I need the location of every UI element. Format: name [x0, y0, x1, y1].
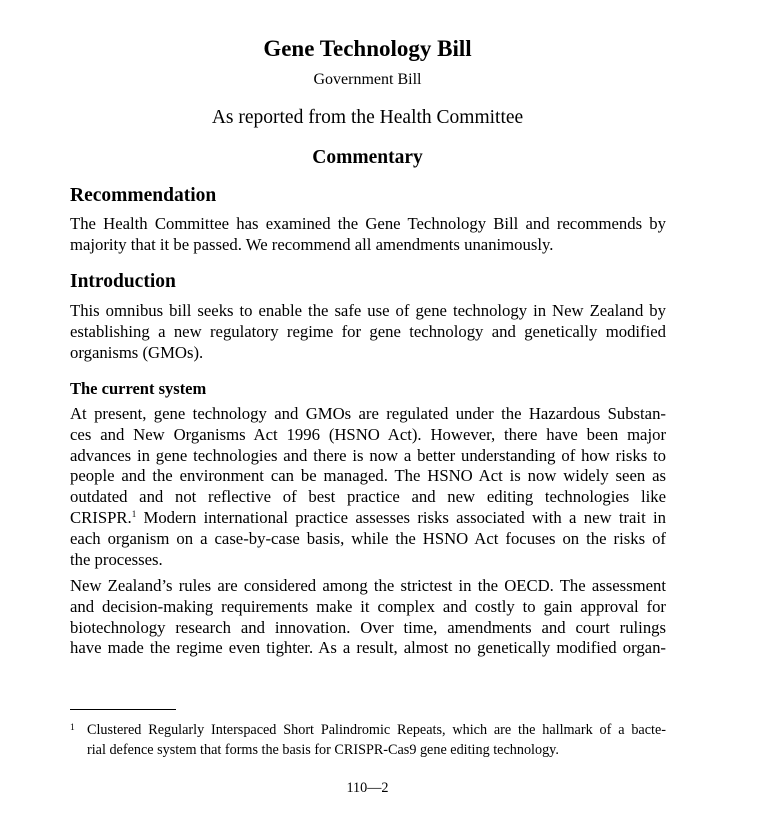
current-system-heading: The current system	[70, 379, 207, 398]
footnote-text	[87, 721, 666, 760]
footnote-reference[interactable]: 1	[131, 508, 137, 519]
footnote-number: 1	[70, 723, 75, 733]
introduction-paragraph	[70, 301, 666, 363]
paragraph-line: This omnibus bill seeks to enable the safe use of gene technology in New Zealand by	[70, 301, 666, 320]
footnote-line: Clustered Regularly Interspaced Short Palindromic Repeats, which are the hallmark of a bacte-	[87, 722, 666, 738]
paragraph-line: the processes.	[70, 549, 163, 569]
paragraph-line: have made the regime even tighter. As a result, almost no genetically modified organ-	[70, 638, 666, 658]
bill-type: Government Bill	[313, 71, 422, 88]
paragraph-line: New Zealand’s rules are considered among the strictest in the OECD. The assessment	[70, 576, 666, 595]
reported-from-line: As reported from the Health Committee	[211, 107, 524, 128]
recommendation-heading: Recommendation	[70, 185, 217, 206]
paragraph-line: organisms (GMOs).	[70, 342, 204, 362]
paragraph-line: each organism on a case-by-case basis, while the HSNO Act focuses on the risks of	[70, 528, 666, 548]
bill-title: Gene Technology Bill	[263, 36, 472, 61]
paragraph-line: advances in gene technologies and there is now a better understanding of how risks to	[70, 445, 666, 465]
paragraph-line: biotechnology research and innovation. Over time, amendments and court rulings	[70, 617, 666, 637]
paragraph-line: people and the environment can be managed. The HSNO Act is now widely seen as	[70, 466, 666, 486]
line-continuation: Modern international practice assesses risks associated with a new trait in	[136, 507, 666, 527]
current-system-paragraph-2	[70, 576, 666, 659]
commentary-heading: Commentary	[312, 147, 423, 168]
paragraph-line	[70, 508, 666, 529]
paragraph-line: The Health Committee has examined the Gene Technology Bill and recommends by	[70, 214, 666, 233]
paragraph-line: At present, gene technology and GMOs are regulated under the Hazardous Substan-	[70, 404, 666, 423]
paragraph-line: outdated and not reflective of best practice and new editing technologies like	[70, 487, 666, 507]
introduction-heading: Introduction	[70, 271, 176, 292]
crispr-text: CRISPR.	[70, 507, 132, 527]
current-system-paragraph-1	[70, 404, 666, 570]
paragraph-line: establishing a new regulatory regime for gene technology and genetically modified	[70, 321, 666, 341]
paragraph-line: majority that it be passed. We recommend all amendments unanimously.	[70, 234, 554, 254]
footnote-separator	[70, 709, 176, 710]
page-number: 110—2	[346, 780, 389, 796]
recommendation-paragraph	[70, 214, 666, 256]
paragraph-line: ces and New Organisms Act 1996 (HSNO Act). However, there have been major	[70, 424, 666, 444]
footnote-line: rial defence system that forms the basis for CRISPR-Cas9 gene editing technology.	[87, 741, 559, 758]
paragraph-line: and decision-making requirements make it complex and costly to gain approval for	[70, 596, 666, 616]
